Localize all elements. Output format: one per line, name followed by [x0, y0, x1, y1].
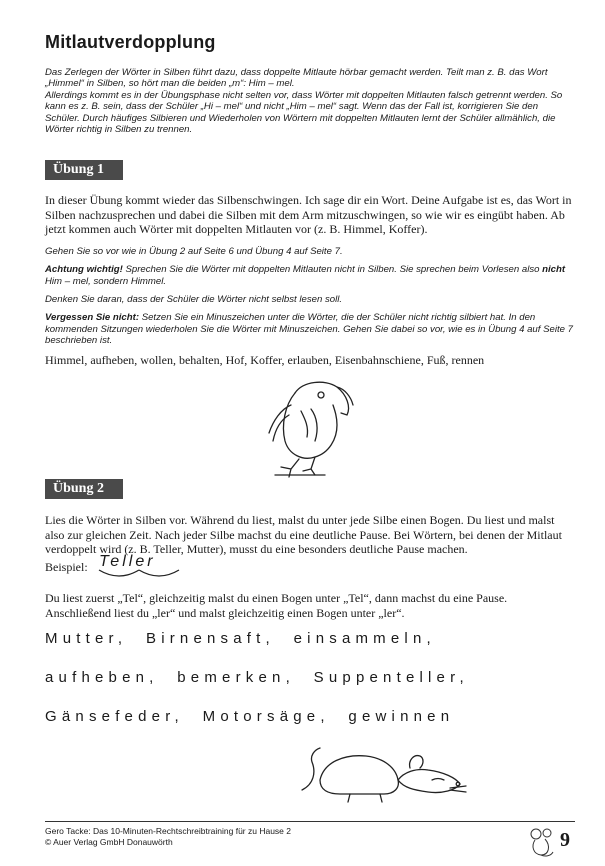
uebung-1-instructions: In dieser Übung kommt wieder das Silbenschwingen. Ich sage dir ein Wort. Deine Aufgabe ist es, das Wort in Silben nachzusprechen und dabei die Silben mit dem Arm mitzuschwingen, so wie wir es eingübt haben. Ab jetzt kommen auch Wörter mit doppelten Mitlauten vor (z. B. Himmel, Koffer). [45, 193, 572, 236]
footer [45, 826, 291, 847]
warning-label: Achtung wichtig! [45, 264, 123, 275]
warning-text-end: Him – mel, sondern Himmel. [45, 275, 167, 287]
footer-source: Gero Tacke: Das 10-Minuten-Rechtschreibtraining für zu Hause 2 [45, 826, 291, 836]
warning-text: Sprechen Sie die Wörter mit doppelten Mitlauten nicht in Silben. Sie sprechen beim Vorlesen also [122, 264, 543, 275]
uebung-2-instructions: Lies die Wörter in Silben vor. Während du liest, malst du unter jede Silbe einen Bogen. Du liest und malst also zur gleichen Zeit. Nach jeder Silbe machst du eine deutliche Pause. Bei Wörtern, bei denen der Mitlaut verdoppelt wird (z. B. Teller, Mutter), musst du eine besonders deutliche Pause machen. [45, 513, 562, 556]
uebung-1-heading: Übung 1 [45, 160, 123, 180]
intro-paragraph-2: Allerdings kommt es in der Übungsphase nicht selten vor, dass Wörter mit doppelten Mitlauten falsch getrennt werden. So kann es z. B. sein, dass der Schüler „Hi – mel“ und nicht „Him – mel“ sagt. Wenn das der Fall ist, korrigieren Sie den Schüler. Durch häufiges Silbieren und Wiederholen von Wörtern mit doppelten Mitlauten lernt der Schüler allmählich, die Wörter richtig in Silben zu trennen. [45, 89, 563, 136]
page-title: Mitlautverdopplung [45, 32, 216, 52]
uebung-1-word-list: Himmel, aufheben, wollen, behalten, Hof, Koffer, erlauben, Eisenbahnschiene, Fuß, rennen [45, 353, 485, 367]
example-word: Teller [99, 553, 156, 570]
practice-line-2: aufheben, bemerken, Suppenteller, [45, 669, 469, 686]
warning-emphasis: nicht [542, 264, 566, 275]
mouse-mascot-icon [527, 826, 555, 858]
uebung-1-note-reference: Gehen Sie so vor wie in Übung 2 auf Seite 6 und Übung 4 auf Seite 7. [45, 246, 343, 257]
footer-divider [45, 821, 575, 822]
mouse-illustration [300, 732, 470, 807]
practice-line-1: Mutter, Birnensaft, einsammeln, [45, 630, 436, 647]
bird-illustration [255, 375, 365, 485]
example-label: Beispiel: [45, 560, 88, 574]
uebung-2-heading: Übung 2 [45, 479, 123, 499]
intro-paragraph-1: Das Zerlegen der Wörter in Silben führt dazu, dass doppelte Mitlaute hörbar gemacht werden. Teilt man z. B. das Wort „Himmel“ in Silben, so hört man die beiden „m“: Him – mel. [45, 67, 548, 90]
practice-line-3: Gänsefeder, Motorsäge, gewinnen [45, 708, 455, 725]
uebung-2-explanation: Du liest zuerst „Tel“, gleichzeitig malst du einen Bogen unter „Tel“, dann machst du eine Pause. Anschließend liest du „ler“ und malst gleichzeitig einen Bogen unter „ler“. [45, 591, 508, 620]
page-number: 9 [560, 829, 570, 851]
uebung-1-note-reminder: Denken Sie daran, dass der Schüler die Wörter nicht selbst lesen soll. [45, 294, 343, 305]
minus-text: Setzen Sie ein Minuszeichen unter die Wörter, die der Schüler nicht richtig silbiert hat. In den kommenden Sitzungen wiederholen Sie die Wörter mit Minuszeichen. Gehen Sie dabei so vor, wie es in Übung 4 auf Seite 7 beschrieben ist. [45, 312, 573, 347]
minus-label: Vergessen Sie nicht: [45, 312, 140, 323]
footer-copyright: © Auer Verlag GmbH Donauwörth [45, 836, 173, 847]
intro-text [45, 67, 575, 135]
uebung-1-note-minus [45, 312, 575, 347]
syllable-arcs [97, 568, 182, 582]
uebung-1-note-warning [45, 264, 575, 287]
